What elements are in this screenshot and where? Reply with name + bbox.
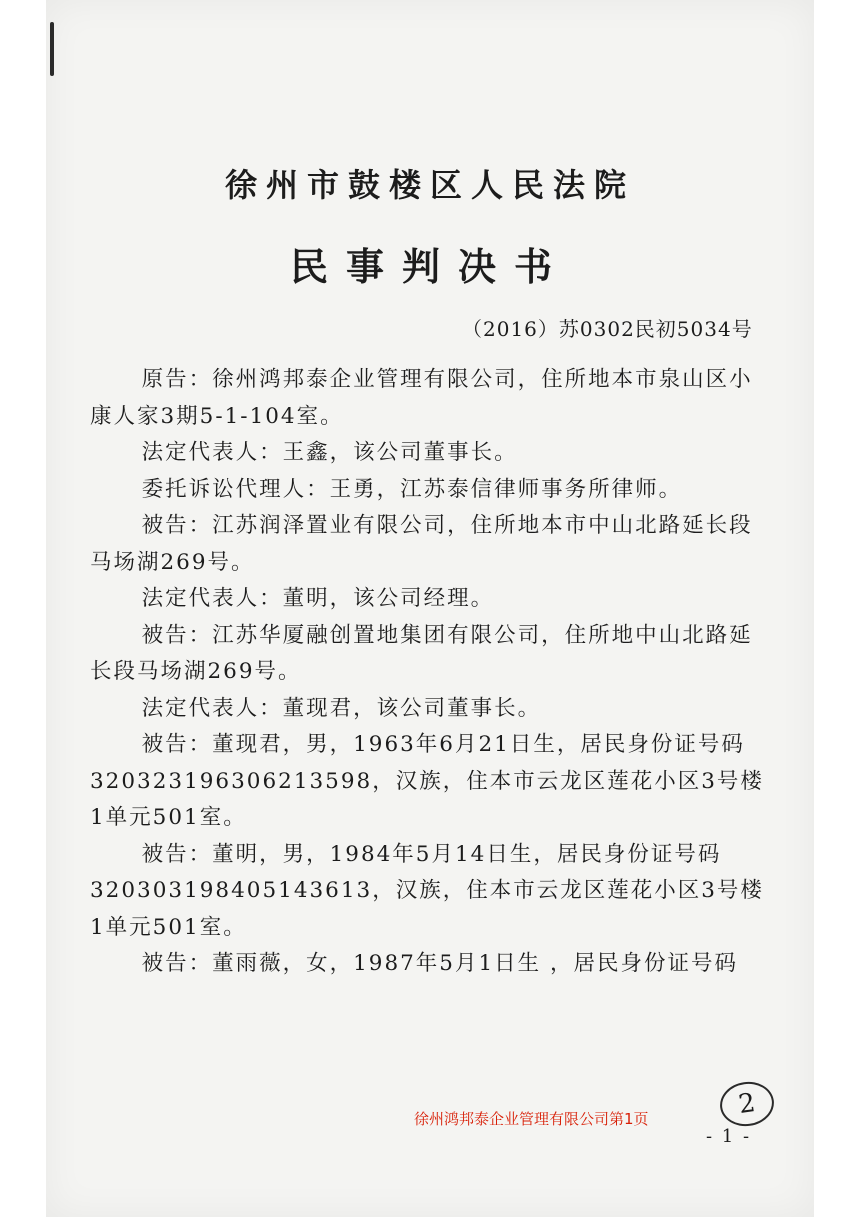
paragraph-plaintiff-representative: 法定代表人：王鑫，该公司董事长。 — [141, 440, 518, 465]
paragraph-defendant-2: 被告：江苏华厦融创置地集团有限公司，住所地中山北路延长段马场湖269号。 — [90, 622, 753, 684]
document-body — [90, 362, 770, 983]
paragraph-defendant-3: 被告：董现君，男，1963年6月21日生，居民身份证号码320323196306213598，汉族，住本市云龙区莲花小区3号楼1单元501室。 — [90, 732, 764, 830]
handwritten-page-stamp: 2 — [717, 1078, 777, 1129]
case-number: （2016）苏0302民初5034号 — [462, 317, 753, 341]
paragraph-plaintiff-agent: 委托诉讼代理人：王勇，江苏泰信律师事务所律师。 — [141, 476, 683, 502]
paragraph-defendant-4: 被告：董明，男，1984年5月14日生，居民身份证号码320303198405143613，汉族，住本市云龙区莲花小区3号楼1单元501室。 — [90, 841, 764, 940]
page-number: - 1 - — [706, 1126, 752, 1147]
paragraph-defendant-5: 被告：董雨薇，女，1987年5月1日生 ，居民身份证号码 — [141, 951, 739, 976]
court-name: 徐州市鼓楼区人民法院 — [224, 166, 635, 204]
binder-mark — [50, 22, 54, 76]
paragraph-plaintiff: 原告：徐州鸿邦泰企业管理有限公司，住所地本市泉山区小康人家3期5-1-104室。 — [90, 367, 753, 429]
paragraph-defendant-2-representative: 法定代表人：董现君，该公司董事长。 — [141, 695, 542, 721]
paragraph-defendant-1-representative: 法定代表人：董明，该公司经理。 — [141, 586, 495, 611]
watermark-text: 徐州鸿邦泰企业管理有限公司第1页 — [414, 1110, 649, 1128]
paragraph-defendant-1: 被告：江苏润泽置业有限公司，住所地本市中山北路延长段马场湖269号。 — [90, 513, 753, 575]
document-type-title: 民事判决书 — [289, 244, 570, 289]
